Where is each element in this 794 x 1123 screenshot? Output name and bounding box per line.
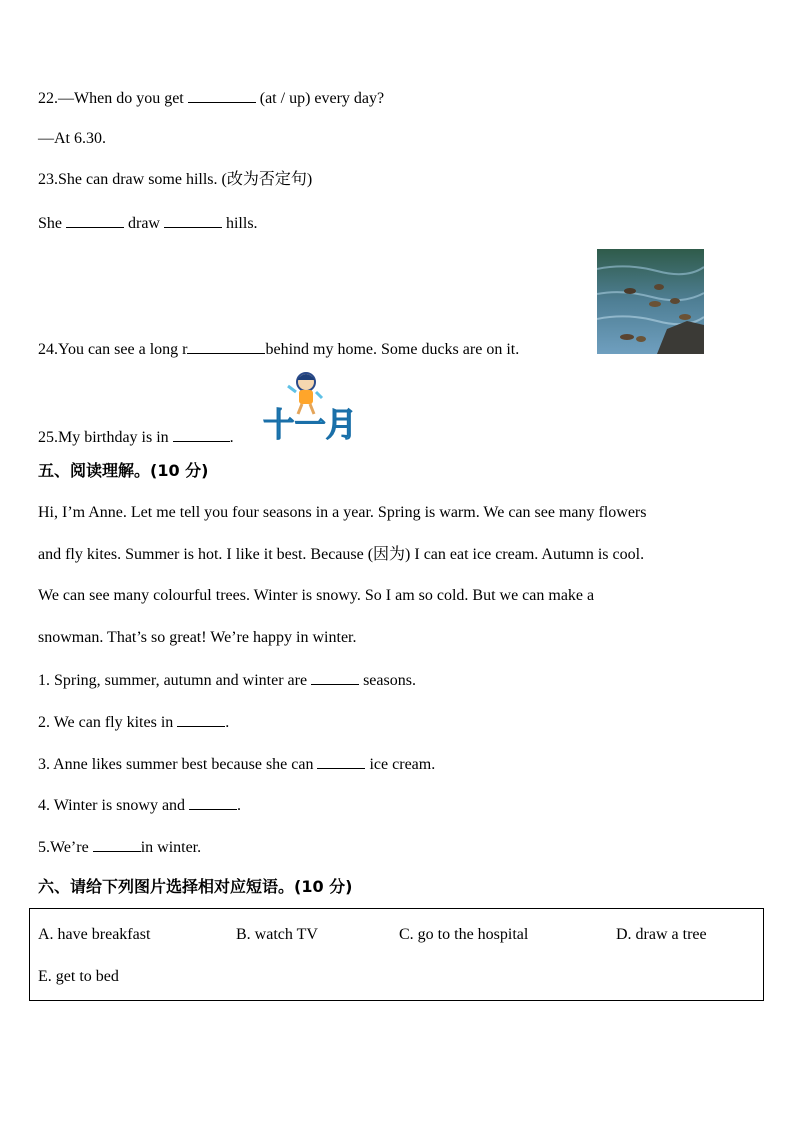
passage-line-4: snowman. That’s so great! We’re happy in winter.: [38, 629, 357, 646]
rq4-blank: [189, 794, 237, 810]
q23-blank-1: [66, 212, 124, 228]
question-24: [38, 338, 519, 360]
q24-suffix: behind my home. Some ducks are on it.: [265, 341, 520, 358]
option-c: C. go to the hospital: [399, 926, 529, 943]
q23-a3: hills.: [221, 215, 258, 232]
q22-answer: —At 6.30.: [38, 130, 106, 147]
option-b: B. watch TV: [236, 926, 318, 943]
q23-a2: draw: [124, 215, 164, 232]
option-a: A. have breakfast: [38, 926, 151, 943]
rq1-pre: 1. Spring, summer, autumn and winter are: [38, 672, 312, 689]
option-e: E. get to bed: [38, 968, 119, 985]
q23-blank-2: [164, 212, 222, 228]
rq5-pre: 5.We’re: [38, 839, 93, 856]
passage-line-1: Hi, I’m Anne. Let me tell you four seasons in a year. Spring is warm. We can see many flowers: [38, 504, 647, 521]
section-5-title: 五、阅读理解。(10 分): [38, 461, 209, 480]
q23-answer-line: [38, 212, 258, 234]
q25-suffix: .: [229, 429, 234, 446]
options-box: [29, 908, 764, 1001]
passage-line-2: and fly kites. Summer is hot. I like it best. Because (因为) I can eat ice cream. Autumn is cool.: [38, 546, 645, 563]
passage-line-3: We can see many colourful trees. Winter is snowy. So I am so cold. But we can make a: [38, 587, 595, 604]
november-image-text: 十一月: [263, 405, 357, 440]
q23-a1: She: [38, 215, 66, 232]
rq5-blank: [93, 836, 141, 852]
november-image: [262, 370, 358, 440]
rq2-pre: 2. We can fly kites in: [38, 714, 178, 731]
question-23: 23.She can draw some hills. (改为否定句): [38, 171, 313, 188]
q22-suffix: (at / up) every day?: [255, 90, 385, 107]
q25-prefix: 25.My birthday is in: [38, 429, 173, 446]
option-d: D. draw a tree: [616, 926, 707, 943]
q22-blank: [188, 87, 256, 103]
rq3-blank: [317, 753, 365, 769]
reading-question-2: [38, 711, 229, 733]
question-22: [38, 87, 384, 109]
river-ducks-photo: [597, 249, 704, 354]
q24-blank: [187, 338, 265, 354]
rq1-blank: [311, 669, 359, 685]
q25-blank: [173, 426, 230, 442]
rq4-post: .: [237, 797, 242, 814]
section-6-title: 六、请给下列图片选择相对应短语。(10 分): [38, 877, 353, 896]
reading-question-4: [38, 794, 241, 816]
rq2-post: .: [225, 714, 230, 731]
q22-prefix: 22.—When do you get: [38, 90, 188, 107]
rq5-post: in winter.: [140, 839, 202, 856]
q24-prefix: 24.You can see a long r: [38, 341, 188, 358]
rq3-pre: 3. Anne likes summer best because she can: [38, 756, 318, 773]
reading-question-3: [38, 753, 435, 775]
reading-question-1: [38, 669, 416, 691]
reading-question-5: [38, 836, 201, 858]
rq2-blank: [177, 711, 225, 727]
rq3-post: ice cream.: [365, 756, 436, 773]
rq4-pre: 4. Winter is snowy and: [38, 797, 190, 814]
question-25: [38, 426, 234, 448]
rq1-post: seasons.: [359, 672, 416, 689]
